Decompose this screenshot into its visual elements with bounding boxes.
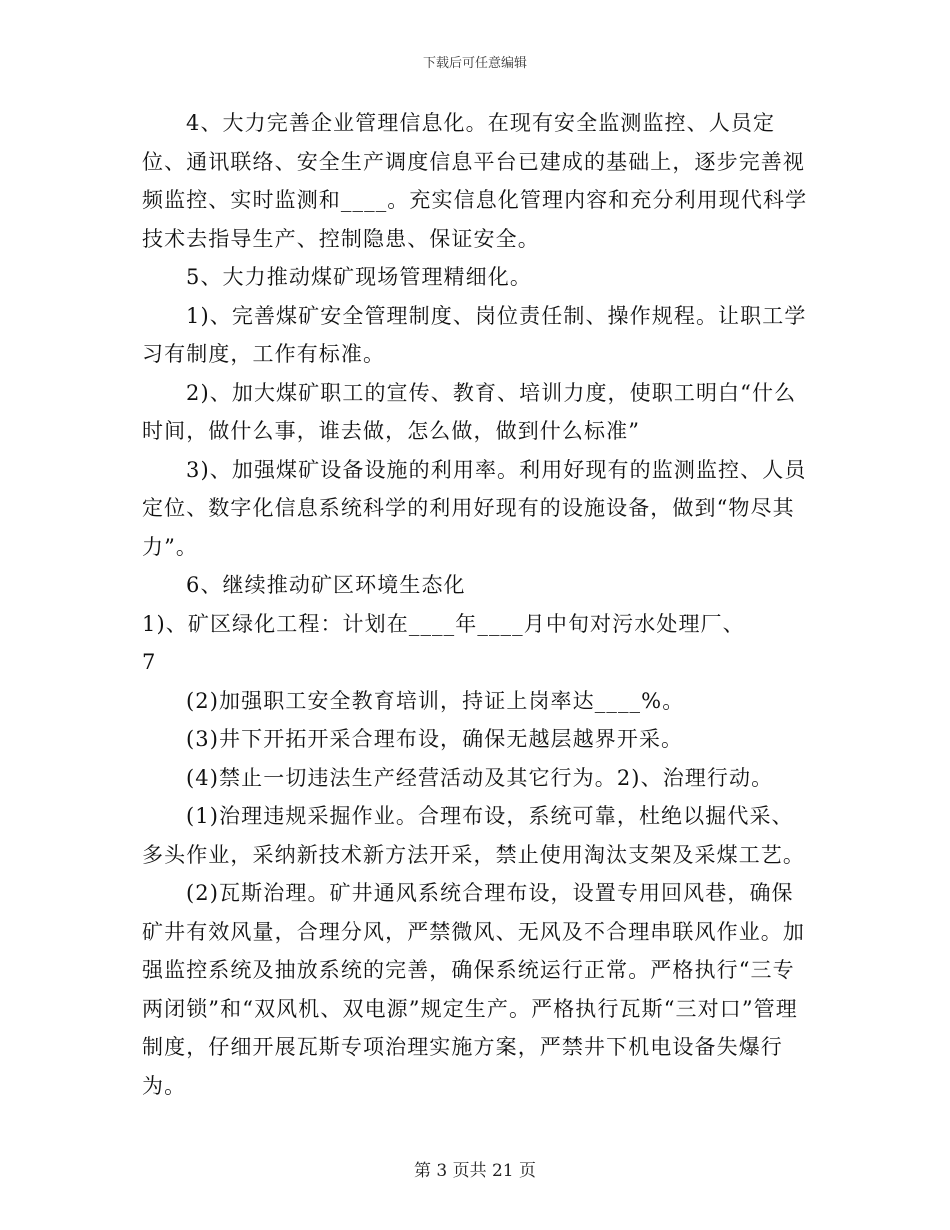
- paragraph-governance-2: (2)瓦斯治理。矿井通风系统合理布设，设置专用回风巷，确保矿井有效风量，合理分风，严禁微风、无风及不合理串联风作业。加强监控系统及抽放系统的完善，确保系统运行正常。严格执行“三专两闭锁”和“双风机、双电源”规定生产。严格执行瓦斯“三对口”管理制度，仔细开展瓦斯专项治理实施方案，严禁井下机电设备失爆行为。: [142, 881, 805, 1098]
- paragraph-item-5-3: 3)、加强煤矿设备设施的利用率。利用好现有的监测监控、人员定位、数字化信息系统科学的利用好现有的设施设备，做到“物尽其力”。: [142, 457, 807, 559]
- paragraph-subitem-4: (4)禁止一切违法生产经营活动及其它行为。2)、治理行动。: [186, 765, 774, 790]
- paragraph-item-6-heading: 6、继续推动矿区环境生态化: [186, 573, 466, 597]
- page-number-footer: 第 3 页共 21 页: [413, 1161, 537, 1181]
- paragraph-subitem-2: (2)加强职工安全教育培训，持证上岗率达____%。: [186, 688, 685, 713]
- paragraph-item-5-heading: 5、大力推动煤矿现场管理精细化。: [186, 265, 532, 289]
- stray-number: 7: [142, 650, 157, 674]
- paragraph-item-5-1: 1)、完善煤矿安全管理制度、岗位责任制、操作规程。让职工学习有制度，工作有标准。: [142, 303, 807, 366]
- page-header: 下载后可任意编辑: [422, 56, 527, 71]
- paragraph-item-6-1: 1)、矿区绿化工程：计划在____年____月中旬对污水处理厂、: [142, 611, 745, 636]
- paragraph-governance-1: (1)治理违规采掘作业。合理布设，系统可靠，杜绝以掘代采、多头作业，采纳新技术新方法开采，禁止使用淘汰支架及采煤工艺。: [142, 804, 805, 867]
- paragraph-subitem-3: (3)井下开拓开采合理布设，确保无越层越界开采。: [186, 727, 684, 751]
- document-body: [142, 104, 814, 1105]
- paragraph-item-5-2: 2)、加大煤矿职工的宣传、教育、培训力度，使职工明白“什么时间，做什么事，谁去做，怎么做，做到什么标准”: [142, 380, 797, 443]
- paragraph-item-4: 4、大力完善企业管理信息化。在现有安全监测监控、人员定位、通讯联络、安全生产调度信息平台已建成的基础上，逐步完善视频监控、实时监测和____。充实信息化管理内容和充分利用现代科学技术去指导生产、控制隐患、保证安全。: [142, 111, 808, 251]
